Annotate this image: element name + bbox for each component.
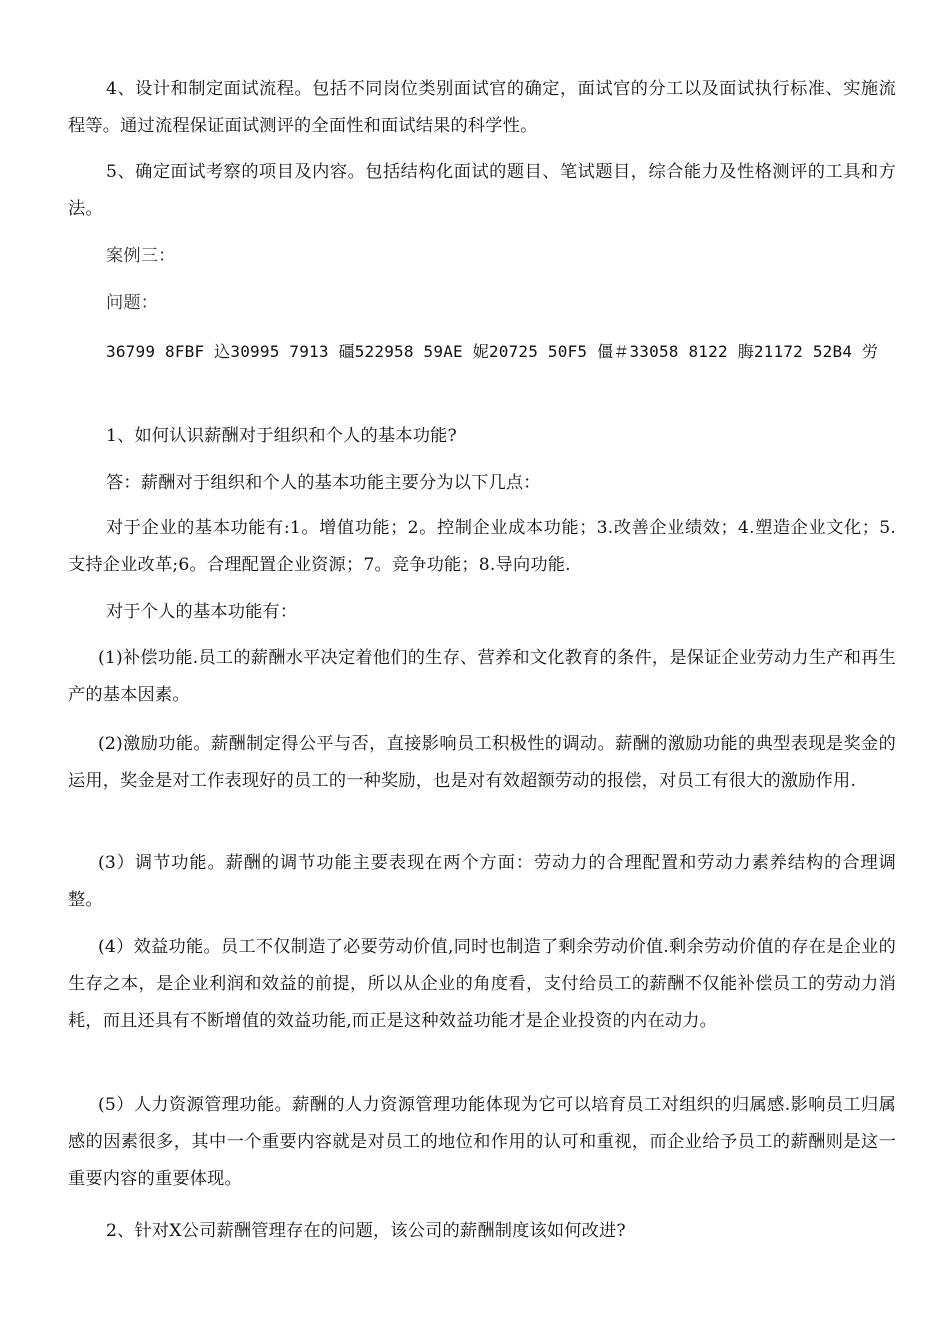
benefit-function: (4）效益功能。员工不仅制造了必要劳动价值,同时也制造了剩余劳动价值.剩余劳动价值的存在是企业的生存之本，是企业利润和效益的前提，所以从企业的角度看，支付给员工的薪酬不仅能补偿员工的劳动力消耗，而且还具有不断增值的效益功能,而正是这种效益功能才是企业投资的内在动力。 [68, 937, 896, 1031]
case-three-heading: 案例三： [106, 246, 176, 266]
questions-heading: 问题： [106, 293, 159, 313]
hr-management-function: (5）人力资源管理功能。薪酬的人力资源管理功能体现为它可以培育员工对组织的归属感.影响员工归属感的因素很多，其中一个重要内容就是对员工的地位和作用的认可和重视，而企业给予员工的薪酬则是这一重要内容的重要体现。 [68, 1095, 896, 1189]
garbled-code-line: 36799 8FBF 込30995 7913 礓522958 59AE 妮20725 50F5 僵＃33058 8122 脢21172 52B4 労 [106, 342, 879, 361]
paragraph-interview-process: 4、设计和制定面试流程。包括不同岗位类别面试官的确定，面试官的分工以及面试执行标准、实施流程等。通过流程保证面试测评的全面性和面试结果的科学性。 [68, 79, 896, 136]
incentive-function: (2)激励功能。薪酬制定得公平与否，直接影响员工积极性的调动。薪酬的激励功能的典型表现是奖金的运用，奖金是对工作表现好的员工的一种奖励，也是对有效超额劳动的报偿，对员工有很大的激励作用. [68, 734, 896, 791]
individual-functions-heading: 对于个人的基本功能有： [106, 602, 298, 622]
regulation-function: (3）调节功能。薪酬的调节功能主要表现在两个方面：劳动力的合理配置和劳动力素养结构的合理调整。 [68, 853, 896, 910]
enterprise-functions: 对于企业的基本功能有:1。增值功能；2。控制企业成本功能；3.改善企业绩效；4.塑造企业文化；5.支持企业改革;6。合理配置企业资源；7。竞争功能；8.导向功能. [68, 518, 896, 575]
paragraph-interview-items: 5、确定面试考察的项目及内容。包括结构化面试的题目、笔试题目，综合能力及性格测评的工具和方法。 [68, 162, 896, 219]
question-two: 2、针对X公司薪酬管理存在的问题，该公司的薪酬制度该如何改进? [106, 1221, 626, 1241]
compensation-function: (1)补偿功能.员工的薪酬水平决定着他们的生存、营养和文化教育的条件，是保证企业劳动力生产和再生产的基本因素。 [68, 648, 896, 705]
question-one: 1、如何认识薪酬对于组织和个人的基本功能? [106, 426, 457, 446]
answer-intro: 答：薪酬对于组织和个人的基本功能主要分为以下几点： [106, 473, 541, 493]
